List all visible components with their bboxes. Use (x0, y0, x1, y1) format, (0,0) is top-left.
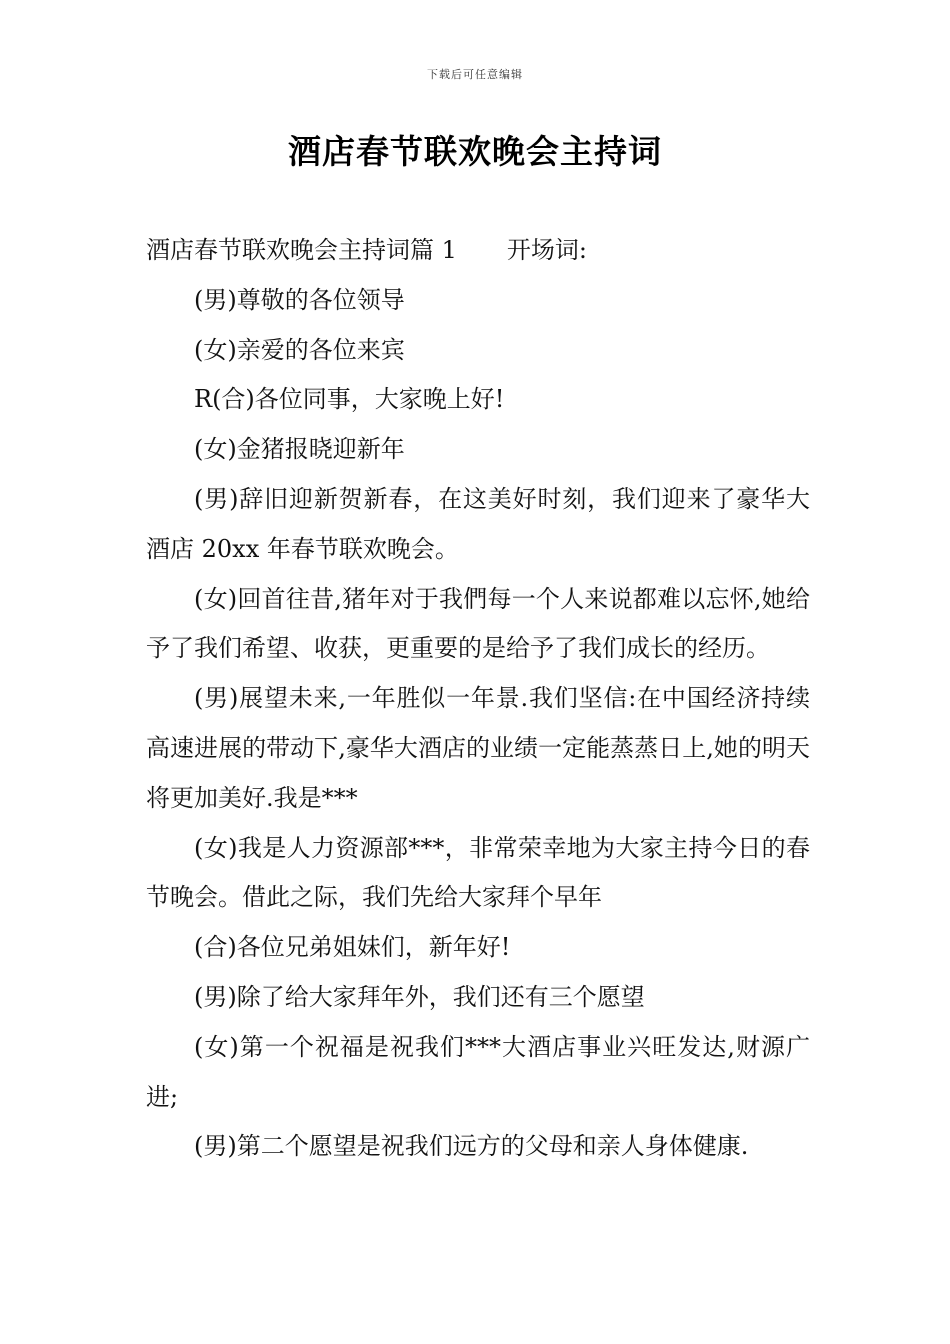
paragraph: (男)尊敬的各位领导 (194, 285, 405, 314)
paragraph: (男)展望未来,一年胜似一年景.我们坚信:在中国经济持续高速进展的带动下,豪华大酒店的业绩一定能蒸蒸日上,她的明天将更加美好.我是*** (146, 684, 810, 812)
paragraph: (女)第一个祝福是祝我们***大酒店事业兴旺发达,财源广进; (146, 1032, 810, 1111)
paragraph: (合)各位兄弟姐妹们，新年好! (194, 933, 511, 962)
paragraph: (女)我是人力资源部***，非常荣幸地为大家主持今日的春节晚会。借此之际，我们先给大家拜个早年 (146, 833, 810, 912)
paragraph: (女)回首往昔,猪年对于我們每一个人来说都难以忘怀,她给予了我们希望、收获，更重要的是给予了我们成长的经历。 (146, 584, 810, 663)
paragraph: R(合)各位同事，大家晚上好! (194, 385, 505, 414)
opening-label: 开场词: (506, 236, 587, 264)
paragraph: (男)除了给大家拜年外，我们还有三个愿望 (194, 982, 645, 1011)
document-body (146, 226, 810, 1172)
page-title: 酒店春节联欢晚会主持词 (288, 132, 662, 171)
paragraph: (男)辞旧迎新贺新春，在这美好时刻，我们迎来了豪华大酒店 20xx 年春节联欢晚会。 (146, 484, 810, 563)
header-note: 下载后可任意编辑 (427, 68, 523, 81)
paragraph: (男)第二个愿望是祝我们远方的父母和亲人身体健康. (194, 1132, 749, 1161)
section-heading: 酒店春节联欢晚会主持词篇 1 (146, 236, 457, 264)
intro-line (146, 226, 810, 276)
paragraph: (女)金猪报晓迎新年 (194, 435, 405, 464)
paragraph: (女)亲爱的各位来宾 (194, 335, 405, 364)
